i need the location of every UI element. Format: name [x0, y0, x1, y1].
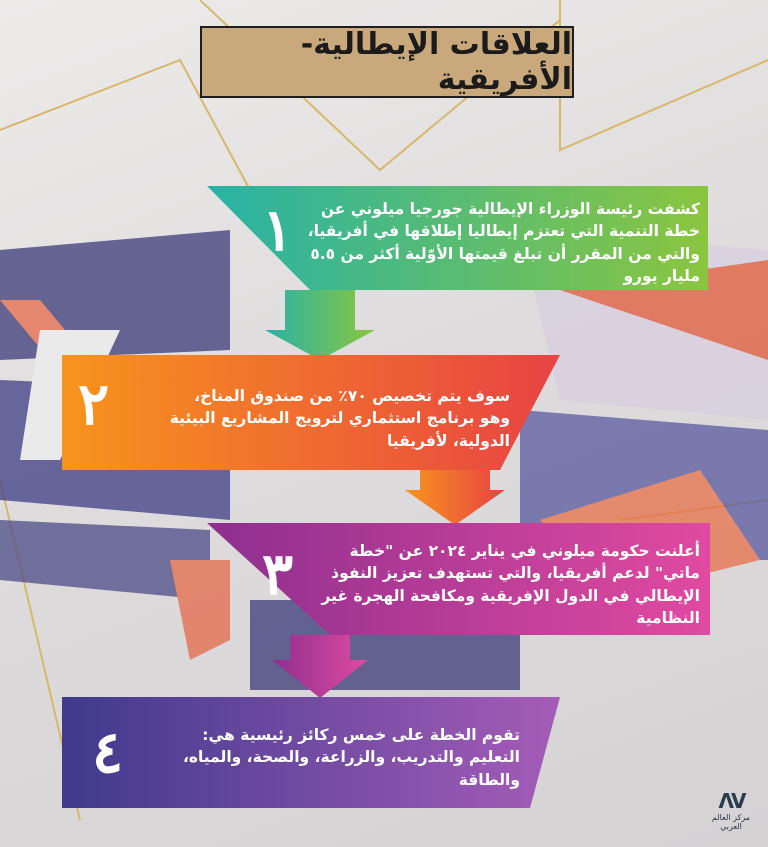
step-text: تقوم الخطة على خمس ركائز رئيسية هي: التعليم والتدريب، والزراعة، والصحة، والمياه، والطاقة [182, 726, 520, 789]
logo-name: مركز العالم العربي [711, 813, 751, 831]
step-2-arrow [405, 470, 505, 525]
brand-logo [704, 789, 758, 839]
step-text: أعلنت حكومة ميلوني في يناير ٢٠٢٤ عن "خطة ماتي" لدعم أفريقيا، والتي تستهدف تعزيز النفوذ الإيطالي في الدول الإفريقية ومكافحة الهجرة غير النظامية [321, 542, 700, 628]
step-number: ٤ [92, 718, 124, 786]
step-number: ١ [262, 196, 294, 264]
step-text: كشفت رئيسة الوزراء الإيطالية جورجيا ميلوني عن خطة التنمية التي تعتزم إيطاليا إطلاقها في أفريقيا، والتي من المقرر أن تبلغ قيمتها الأوّلية أكثر من ٥.٥ مليار يورو [307, 200, 700, 286]
step-number: ٢ [78, 370, 110, 438]
step-number: ٣ [262, 540, 294, 608]
step-text: سوف يتم تخصيص ٧٠٪ من صندوق المناخ، وهو برنامج استثماري لترويج المشاريع البيئية الدولية، لأفريقيا [169, 387, 510, 450]
step-1-arrow [265, 290, 375, 360]
logo-mark-icon: ΛV [718, 789, 744, 813]
page-title: العلاقات الإيطالية-الأفريقية [200, 26, 574, 98]
